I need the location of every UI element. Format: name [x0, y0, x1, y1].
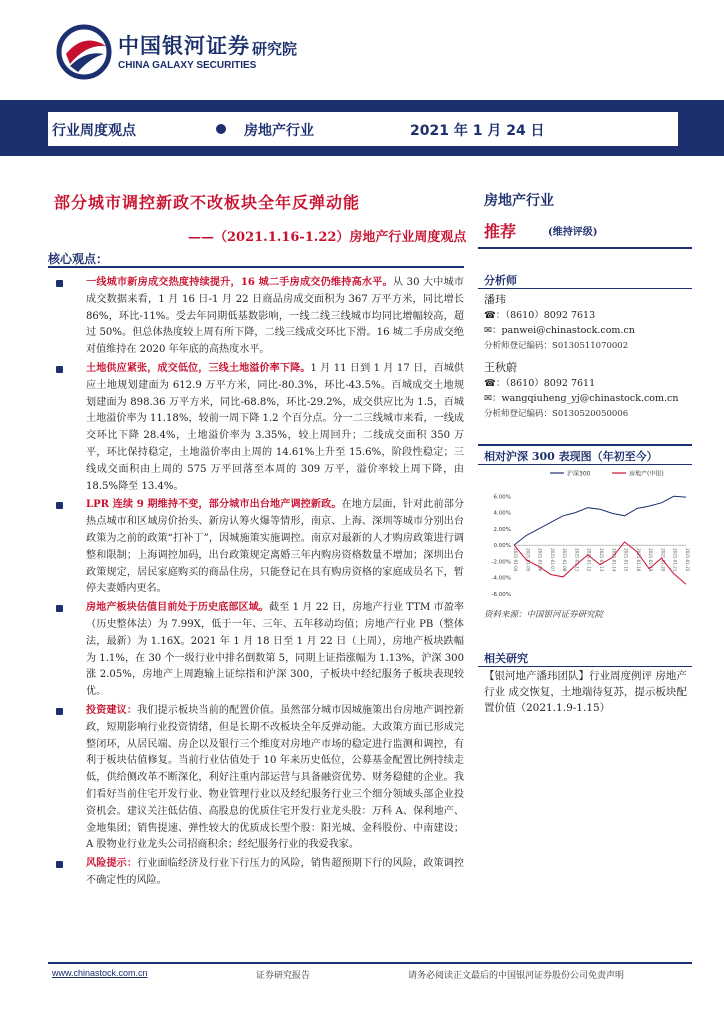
report-type: 行业周度观点: [52, 123, 136, 139]
point-body: 从 30 大中城市成交数据来看，1 月 16 日-1 月 22 日商品房成交面积为 367 万平方米，同比增长 86%，环比-11%。受去年同期低基数影响，一线二线三线城市均同比增幅较高，超过 50%。但总体热度较上周有所下降，二线三线成交环比下滑。16 城二手房成交绝对值维持在 2020 年年底的高热度水平。: [86, 277, 465, 356]
chart-heading: 相对沪深 300 表现图（年初至今）: [484, 450, 658, 463]
header-banner: [0, 100, 724, 156]
analyst-card: [484, 360, 694, 422]
point-highlight: 投资建议：: [86, 704, 138, 716]
analyst-cert: 分析师登记编码：S0130520050006: [484, 408, 629, 419]
core-point: [56, 703, 464, 854]
legend-label: 房地产(申银): [629, 470, 664, 478]
x-tick-label: 2021-01-15: [623, 548, 629, 572]
point-body: 1 月 11 日到 1 月 17 日，百城供应土地规划建面为 612.9 万平方米，同比-80.3%，环比-43.5%。百城成交土地规划建面为 898.36 万平方米，同比-68.8%，环比-29.2%，成交供应比为 1.5，百城土地溢价率为 11.18%，较前一周下降 1.2 个百分点。分一二三线城市来看，一线成交环比下降 28.4%，土地溢价率为 3.35%，较上周回升；二线成交面积 350 万平，环比保持稳定，土地溢价率由上周的 14.61%上升至 15.6%，阶段性稳定；三线成交面积由上周的 575 万平回落至本周的 309 万平，溢价率较上周下降，由 18.5%降至 13.4%。: [86, 362, 464, 492]
core-point: [56, 600, 464, 701]
footer-divider: [48, 962, 692, 964]
point-body: 截至 1 月 22 日，房地产行业 TTM 市盈率（历史整体法）为 7.99X，低于一年、三年、五年移动均值；房地产行业 PB（整体法，最新）为 1.16X。2021 年 1 月 18 日至 1 月 22 日（上周），房地产板块跌幅为 1.1%，在 30 个一级行业中排名倒数第 5，同期上证指涨幅为 1.13%，沪深 300 涨 2.05%，房地产上周跑输上证综指和沪深 300，子板块中经纪服务子板块表现较优。: [86, 602, 464, 698]
analyst-name: 潘玮: [484, 293, 506, 306]
x-tick-label: 2021-01-18: [635, 548, 641, 572]
x-tick-label: 2021-01-05: [525, 548, 531, 572]
x-tick-label: 2021-01-22: [685, 548, 690, 572]
point-highlight: 风险提示：: [86, 858, 138, 870]
y-tick-label: -4.00%: [491, 575, 511, 582]
point-body: 我们提示板块当前的配置价值。虽然部分城市因城施策出台房地产调控新政，短期影响行业投资情绪，但是长期不改板块全年反弹动能。大政策方面已形成完整闭环，从居民端、房企以及银行三个维度对房地产市场的稳定进行监测和调控，有利于板块估值修复。当前行业估值处于 10 年来历史低位，公募基金配置比例持续走低，供给侧改革不断深化，利好注重内部运营与具备融资优势、财务稳健的企业。我们看好当前住宅开发行业、物业管理行业以及经纪服务行业三个细分领域头部企业投资机会。建议关注低估值、高股息的优质住宅开发行业龙头股：万科 A、保利地产、金地集团；销售提速、弹性较大的优质成长型个股：阳光城、金科股份、中南建设；A 股物业行业龙头公司招商积余；经纪服务行业的我爱我家。: [86, 704, 465, 851]
x-tick-label: 2021-01-12: [586, 548, 592, 572]
company-logo: [56, 24, 386, 86]
point-body: 行业面临经济及行业下行压力的风险，销售超预期下行的风险，政策调控不确定性的风险。: [86, 858, 465, 886]
y-tick-label: -6.00%: [491, 592, 511, 598]
sidebar-industry: 房地产行业: [484, 193, 554, 209]
divider: [478, 444, 692, 446]
core-point: [56, 361, 464, 495]
series-line: [514, 496, 686, 545]
y-tick-label: 2.00%: [493, 526, 511, 533]
y-tick-label: 0.00%: [493, 543, 511, 550]
relative-performance-chart: [480, 466, 692, 604]
core-point: [56, 856, 464, 890]
point-highlight: 房地产板块估值目前处于历史底部区域。: [86, 602, 269, 614]
x-tick-label: 2021-01-08: [562, 548, 568, 572]
analyst-phone: ☎：（8610）8092 7611: [484, 377, 596, 389]
analyst-heading: 分析师: [484, 274, 517, 287]
footer-disclaimer: 请务必阅读正文最后的中国银河证券股份公司免责声明: [408, 971, 625, 981]
banner-panel: [48, 112, 678, 146]
analyst-name: 王秋蔚: [484, 361, 517, 374]
divider: [478, 464, 692, 465]
point-body: 在地方层面，针对此前部分热点城市和区域房价抬头、新房认筹火爆等情形，南京、上海、深圳等城市分别出台政策为之前的政策“打补丁”，因城施策实施调控。南京对最新的人才购房政策进行调整和限制；上海调控加码，出台政策规定离婚三年内购房资格数量不增加；深圳出台政策规定，居民家庭购买的商品住房，只能登记在具有购房资格的家庭成员名下，暂停夫妻婚内更名。: [86, 499, 465, 595]
legend-label: 沪深300: [567, 470, 591, 478]
core-heading: 核心观点：: [48, 252, 109, 266]
x-tick-label: 2021-01-21: [672, 548, 678, 572]
related-research[interactable]: 【银河地产潘玮团队】行业周度例评 房地产行业 成交恢复，土地端待复苏，提示板块配置价值（2021.1.9-1.15）: [484, 670, 687, 714]
divider: [478, 288, 692, 289]
bullet-icon: [56, 708, 63, 715]
analyst-card: [484, 292, 694, 354]
analyst-phone: ☎：（8610）8092 7613: [484, 309, 596, 321]
core-point: [56, 275, 464, 359]
company-name-en: CHINA GALAXY SECURITIES: [118, 60, 257, 71]
x-tick-label: 2021-01-19: [648, 548, 654, 572]
point-highlight: 一线城市新房成交热度持续提升，16 城二手房成交仍维持高水平。: [86, 277, 393, 288]
report-subtitle: ——（2021.1.16-1.22）房地产行业周度观点: [188, 230, 467, 245]
institute-label: 研究院: [252, 40, 298, 58]
x-tick-label: 2021-01-06: [537, 548, 543, 572]
rating-note: (维持评级): [548, 227, 598, 238]
point-highlight: 土地供应紧张，成交低位，三线土地溢价率下降。: [86, 362, 311, 374]
footer-url[interactable]: www.chinastock.com.cn: [52, 968, 148, 978]
y-tick-label: -2.00%: [491, 559, 511, 566]
chart-source: 资料来源：中国银河证券研究院: [484, 610, 604, 620]
related-heading: 相关研究: [484, 652, 528, 665]
bullet-icon: [56, 366, 63, 373]
y-tick-label: 4.00%: [493, 510, 511, 517]
banner-industry: 房地产行业: [244, 123, 314, 139]
analyst-cert: 分析师登记编码：S0130511070002: [484, 340, 629, 351]
analyst-email[interactable]: ✉：panwei@chinastock.com.cn: [484, 325, 635, 336]
report-date: 2021 年 1 月 24 日: [410, 123, 545, 139]
core-points: [56, 275, 464, 892]
rating-label: 推荐: [484, 222, 517, 241]
divider: [478, 666, 692, 667]
company-name-cn: 中国银河证券: [118, 34, 250, 58]
bullet-icon: [56, 502, 63, 509]
galaxy-logo-icon: [56, 24, 114, 80]
report-title: 部分城市调控新政不改板块全年反弹动能: [54, 193, 361, 212]
bullet-icon: [56, 605, 63, 612]
footer-center: 证券研究报告: [256, 971, 311, 981]
rating-block: [484, 219, 692, 242]
x-tick-label: 2021-01-20: [660, 548, 666, 572]
analyst-email[interactable]: ✉：wangqiuheng_yj@chinastock.com.cn: [484, 393, 679, 404]
x-tick-label: 2021-01-11: [574, 548, 580, 572]
x-tick-label: 2021-01-04: [513, 548, 518, 572]
separator-dot-icon: [216, 124, 226, 134]
y-tick-label: 6.00%: [493, 494, 511, 501]
core-point: [56, 497, 464, 598]
bullet-icon: [56, 280, 63, 287]
divider: [478, 247, 692, 249]
x-tick-label: 2021-01-07: [549, 548, 555, 572]
divider: [48, 266, 464, 268]
bullet-icon: [56, 861, 63, 868]
x-tick-label: 2021-01-13: [599, 548, 604, 572]
point-highlight: LPR 连续 9 期维持不变，部分城市出台地产调控新政。: [86, 499, 342, 511]
x-tick-label: 2021-01-14: [611, 548, 617, 572]
